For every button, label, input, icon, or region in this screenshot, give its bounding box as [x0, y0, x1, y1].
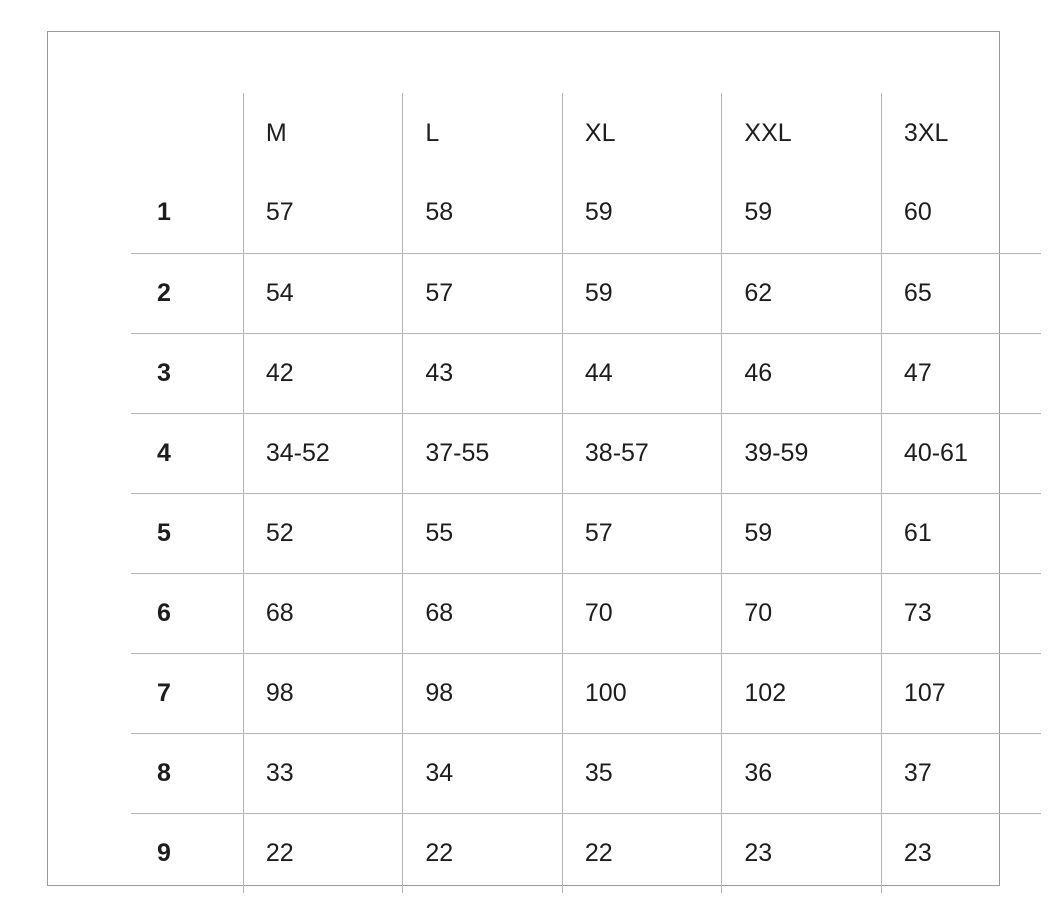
table-cell: 36 — [722, 733, 882, 813]
table-cell: 62 — [722, 253, 882, 333]
column-header-xl: XL — [562, 93, 722, 173]
table-cell: 22 — [562, 813, 722, 893]
table-cell: 65 — [881, 253, 1041, 333]
table-cell: 70 — [562, 573, 722, 653]
table-body — [131, 173, 1041, 893]
table-cell: 37 — [881, 733, 1041, 813]
row-label: 3 — [131, 333, 243, 413]
table-row — [131, 253, 1041, 333]
table-cell: 54 — [243, 253, 403, 333]
table-cell: 46 — [722, 333, 882, 413]
table-cell: 55 — [403, 493, 563, 573]
table-row — [131, 333, 1041, 413]
table-row — [131, 733, 1041, 813]
table-cell: 44 — [562, 333, 722, 413]
column-header-m: M — [243, 93, 403, 173]
table-cell: 33 — [243, 733, 403, 813]
table-cell: 60 — [881, 173, 1041, 253]
table-cell: 68 — [243, 573, 403, 653]
table-cell: 40-61 — [881, 413, 1041, 493]
table-cell: 58 — [403, 173, 563, 253]
row-label: 4 — [131, 413, 243, 493]
table-cell: 59 — [562, 173, 722, 253]
row-label: 7 — [131, 653, 243, 733]
table-cell: 38-57 — [562, 413, 722, 493]
row-label: 6 — [131, 573, 243, 653]
column-header-3xl: 3XL — [903, 118, 949, 147]
column-header-xxl: XXL — [722, 93, 882, 173]
table-header — [131, 93, 1041, 173]
table-cell: 22 — [403, 813, 563, 893]
table-row — [131, 493, 1041, 573]
table-cell: 23 — [722, 813, 882, 893]
header-row — [131, 93, 1041, 173]
table-cell: 34-52 — [243, 413, 403, 493]
table-cell: 98 — [243, 653, 403, 733]
table-cell: 43 — [403, 333, 563, 413]
row-label: 1 — [131, 173, 243, 253]
table-row — [131, 413, 1041, 493]
table-cell: 59 — [562, 253, 722, 333]
table-cell: 70 — [722, 573, 882, 653]
table-cell: 22 — [243, 813, 403, 893]
table-cell: 57 — [562, 493, 722, 573]
table-frame — [47, 31, 1000, 886]
table-cell: 59 — [722, 173, 882, 253]
table-cell: 73 — [881, 573, 1041, 653]
table-cell: 102 — [722, 653, 882, 733]
table-cell: 34 — [403, 733, 563, 813]
row-label: 5 — [131, 493, 243, 573]
size-chart-table — [131, 93, 1041, 893]
table-cell: 107 — [881, 653, 1041, 733]
table-cell: 100 — [562, 653, 722, 733]
table-cell: 98 — [403, 653, 563, 733]
table-cell: 57 — [243, 173, 403, 253]
row-label: 9 — [131, 813, 243, 893]
table-cell: 37-55 — [403, 413, 563, 493]
size-chart-wrapper — [131, 93, 1041, 893]
table-row — [131, 653, 1041, 733]
table-row — [131, 173, 1041, 253]
table-cell: 42 — [243, 333, 403, 413]
table-cell: 59 — [722, 493, 882, 573]
table-row — [131, 813, 1041, 893]
table-cell: 61 — [881, 493, 1041, 573]
row-label: 2 — [131, 253, 243, 333]
table-cell: 39-59 — [722, 413, 882, 493]
table-row — [131, 573, 1041, 653]
table-corner-cell — [131, 93, 243, 173]
column-header-l: L — [403, 93, 563, 173]
row-label: 8 — [131, 733, 243, 813]
table-cell: 23 — [903, 838, 932, 867]
table-cell: 35 — [562, 733, 722, 813]
table-cell: 57 — [403, 253, 563, 333]
table-cell: 52 — [243, 493, 403, 573]
table-cell: 68 — [403, 573, 563, 653]
table-cell: 47 — [881, 333, 1041, 413]
